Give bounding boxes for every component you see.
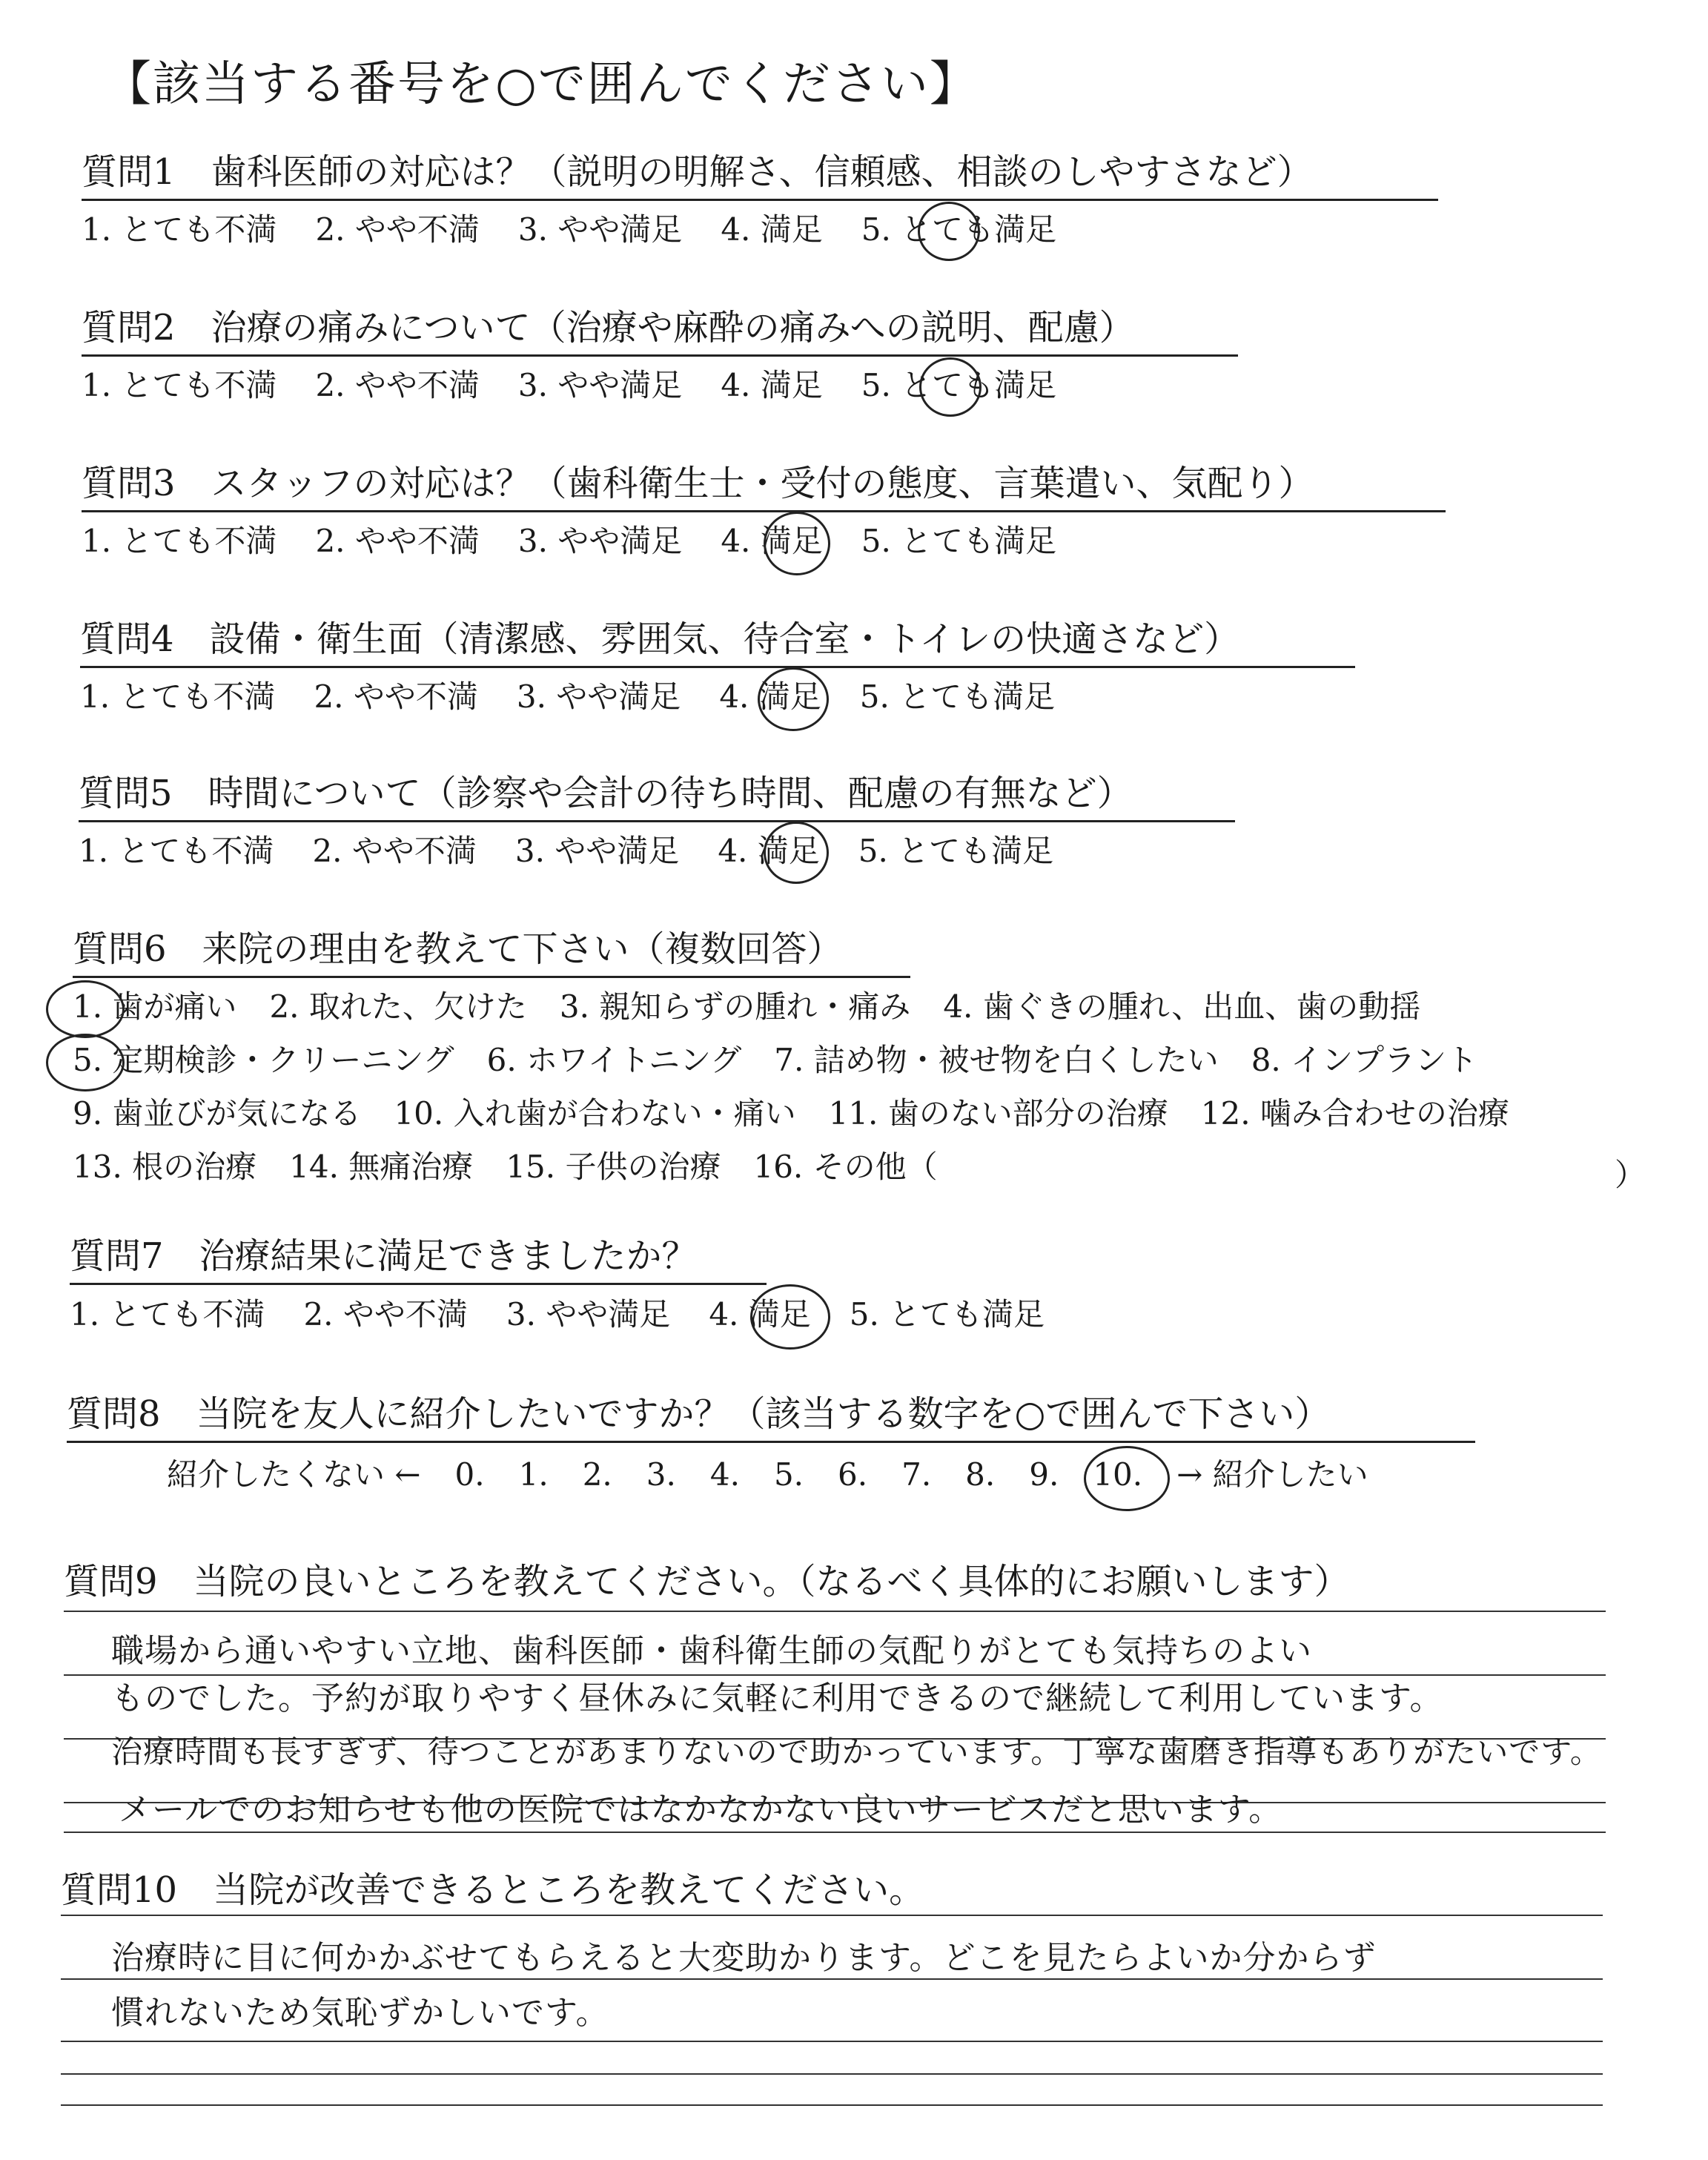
- question-5-options: [79, 833, 1053, 870]
- question-8-label: 質問8 当院を友人に紹介したいですか？（該当する数字を○で囲んで下さい）: [67, 1394, 1475, 1443]
- q6-option-6[interactable]: 6. ホワイトニング: [486, 1042, 742, 1078]
- question-7-label: 質問7 治療結果に満足できましたか？: [70, 1236, 767, 1285]
- q9-answer-line-1: 職場から通いやすい立地、歯科医師・歯科衛生師の気配りがとても気持ちのよい: [111, 1632, 1312, 1670]
- q8-option-5[interactable]: 5.: [773, 1456, 804, 1493]
- q6-option-14[interactable]: 14. 無痛治療: [289, 1149, 474, 1185]
- q1-selection-circle: [918, 202, 980, 261]
- q8-option-0[interactable]: 0.: [454, 1456, 485, 1493]
- q6-other-close-paren: ）: [1615, 1157, 1646, 1193]
- q6-selection-circle-1: [46, 980, 125, 1038]
- question-6-label: 質問6 来院の理由を教えて下さい（複数回答）: [73, 929, 910, 978]
- q9-rule-5: [64, 1832, 1606, 1833]
- q4-option-4[interactable]: 4. 満足: [719, 678, 821, 715]
- q8-selection-circle: [1084, 1446, 1170, 1511]
- q10-answer-line-1: 治療時に目に何かかぶせてもらえると大変助かります。どこを見たらよいか分からず: [111, 1939, 1377, 1977]
- q7-option-5[interactable]: 5. とても満足: [849, 1296, 1045, 1332]
- q10-rule-4: [61, 2073, 1603, 2075]
- q6-options-line-3: [73, 1095, 1542, 1132]
- q6-option-10[interactable]: 10. 入れ歯が合わない・痛い: [394, 1095, 796, 1132]
- q8-scale-left-label: 紹介したくない ←: [167, 1456, 421, 1493]
- q6-option-4[interactable]: 4. 歯ぐきの腫れ、出血、歯の動揺: [943, 988, 1421, 1025]
- q9-answer-line-3: 治療時間も長すぎず、待つことがあまりないので助かっています。丁寧な歯磨き指導もありがたいです。: [111, 1734, 1602, 1770]
- question-2-options: [82, 367, 1056, 404]
- q7-option-3[interactable]: 3. やや満足: [506, 1296, 671, 1332]
- q3-option-4[interactable]: 4. 満足: [721, 523, 823, 559]
- q1-option-5[interactable]: 5. とても満足: [861, 211, 1057, 248]
- q3-selection-circle: [764, 512, 830, 575]
- q6-option-9[interactable]: 9. 歯並びが気になる: [73, 1095, 362, 1132]
- q6-option-5[interactable]: 5. 定期検診・クリーニング: [73, 1042, 454, 1078]
- q2-selection-circle: [919, 357, 982, 417]
- q8-option-4[interactable]: 4.: [709, 1456, 740, 1493]
- q8-option-6[interactable]: 6.: [838, 1456, 868, 1493]
- question-4-label: 質問4 設備・衛生面（清潔感、雰囲気、待合室・トイレの快適さなど）: [80, 619, 1355, 668]
- q6-option-16[interactable]: 16. その他（: [753, 1149, 938, 1185]
- q6-options-line-1: [73, 988, 1453, 1025]
- q6-options-line-2: [73, 1042, 1510, 1079]
- q5-option-3[interactable]: 3. やや満足: [514, 833, 680, 869]
- q5-selection-circle: [764, 822, 829, 884]
- q4-option-3[interactable]: 3. やや満足: [516, 678, 681, 715]
- q6-option-3[interactable]: 3. 親知らずの腫れ・痛み: [559, 988, 911, 1025]
- q5-option-1[interactable]: 1. とても不満: [79, 833, 274, 869]
- q9-answer-line-4: メールでのお知らせも他の医院ではなかなかない良いサービスだと思います。: [119, 1791, 1282, 1829]
- q6-option-15[interactable]: 15. 子供の治療: [506, 1149, 721, 1185]
- q3-option-3[interactable]: 3. やや満足: [517, 523, 683, 559]
- q2-option-2[interactable]: 2. やや不満: [315, 367, 480, 403]
- question-4-options: [80, 678, 1055, 716]
- q10-rule-3: [61, 2041, 1603, 2042]
- q8-option-3[interactable]: 3.: [646, 1456, 676, 1493]
- q10-rule-5: [61, 2104, 1603, 2106]
- q8-option-1[interactable]: 1.: [518, 1456, 549, 1493]
- question-10-label: 質問10 当院が改善できるところを教えてください。: [61, 1869, 925, 1911]
- q7-option-1[interactable]: 1. とても不満: [70, 1296, 265, 1332]
- question-3-label: 質問3 スタッフの対応は？（歯科衛生士・受付の態度、言葉遣い、気配り）: [82, 463, 1446, 512]
- q6-selection-circle-5: [46, 1034, 125, 1091]
- q6-option-11[interactable]: 11. 歯のない部分の治療: [828, 1095, 1168, 1132]
- question-5-label: 質問5 時間について（診察や会計の待ち時間、配慮の有無など）: [79, 773, 1235, 822]
- q2-option-5[interactable]: 5. とても満足: [861, 367, 1057, 403]
- q2-option-4[interactable]: 4. 満足: [721, 367, 823, 403]
- q2-option-1[interactable]: 1. とても不満: [82, 367, 277, 403]
- question-1-options: [82, 211, 1056, 248]
- q10-rule-2: [61, 1978, 1603, 1980]
- q1-option-3[interactable]: 3. やや満足: [517, 211, 683, 248]
- question-9-label: 質問9 当院の良いところを教えてください。（なるべく具体的にお願いします）: [64, 1561, 1350, 1602]
- question-1-label: 質問1 歯科医師の対応は？（説明の明解さ、信頼感、相談のしやすさなど）: [82, 152, 1438, 201]
- page-title: 【該当する番号を○で囲んでください】: [104, 57, 979, 112]
- q7-option-4[interactable]: 4. 満足: [709, 1296, 811, 1332]
- q6-option-7[interactable]: 7. 詰め物・被せ物を白くしたい: [774, 1042, 1219, 1078]
- q3-option-5[interactable]: 5. とても満足: [861, 523, 1057, 559]
- q6-option-13[interactable]: 13. 根の治療: [73, 1149, 257, 1185]
- q6-option-8[interactable]: 8. インプラント: [1251, 1042, 1478, 1078]
- q5-option-2[interactable]: 2. やや不満: [312, 833, 477, 869]
- q6-option-1[interactable]: 1. 歯が痛い: [73, 988, 237, 1025]
- q1-option-1[interactable]: 1. とても不満: [82, 211, 277, 248]
- q3-option-2[interactable]: 2. やや不満: [315, 523, 480, 559]
- q6-option-12[interactable]: 12. 噛み合わせの治療: [1200, 1095, 1509, 1132]
- q10-rule-1: [61, 1915, 1603, 1916]
- q9-rule-1: [64, 1611, 1606, 1612]
- q4-option-2[interactable]: 2. やや不満: [314, 678, 478, 715]
- q8-option-8[interactable]: 8.: [965, 1456, 996, 1493]
- q3-option-1[interactable]: 1. とても不満: [82, 523, 277, 559]
- q7-selection-circle: [750, 1284, 830, 1350]
- q8-option-7[interactable]: 7.: [901, 1456, 932, 1493]
- q8-option-2[interactable]: 2.: [582, 1456, 612, 1493]
- q4-option-5[interactable]: 5. とても満足: [859, 678, 1056, 715]
- q5-option-4[interactable]: 4. 満足: [718, 833, 820, 869]
- question-8-scale: [167, 1456, 1368, 1493]
- q9-answer-line-2: ものでした。予約が取りやすく昼休みに気軽に利用できるので継続して利用しています。: [111, 1680, 1443, 1717]
- q6-options-line-4: [73, 1149, 970, 1186]
- q8-option-10[interactable]: 10.: [1093, 1456, 1143, 1493]
- q5-option-5[interactable]: 5. とても満足: [858, 833, 1054, 869]
- q10-answer-line-2: 慣れないため気恥ずかしいです。: [111, 1994, 609, 2032]
- q8-scale-right-label: → 紹介したい: [1176, 1456, 1368, 1493]
- q7-option-2[interactable]: 2. やや不満: [303, 1296, 468, 1332]
- question-3-options: [82, 523, 1056, 560]
- q2-option-3[interactable]: 3. やや満足: [517, 367, 683, 403]
- q8-option-9[interactable]: 9.: [1029, 1456, 1059, 1493]
- question-7-options: [70, 1296, 1045, 1333]
- q4-selection-circle: [758, 667, 829, 731]
- q1-option-4[interactable]: 4. 満足: [721, 211, 823, 248]
- q1-option-2[interactable]: 2. やや不満: [315, 211, 480, 248]
- q4-option-1[interactable]: 1. とても不満: [80, 678, 276, 715]
- question-2-label: 質問2 治療の痛みについて（治療や麻酔の痛みへの説明、配慮）: [82, 308, 1238, 357]
- q6-option-2[interactable]: 2. 取れた、欠けた: [269, 988, 527, 1025]
